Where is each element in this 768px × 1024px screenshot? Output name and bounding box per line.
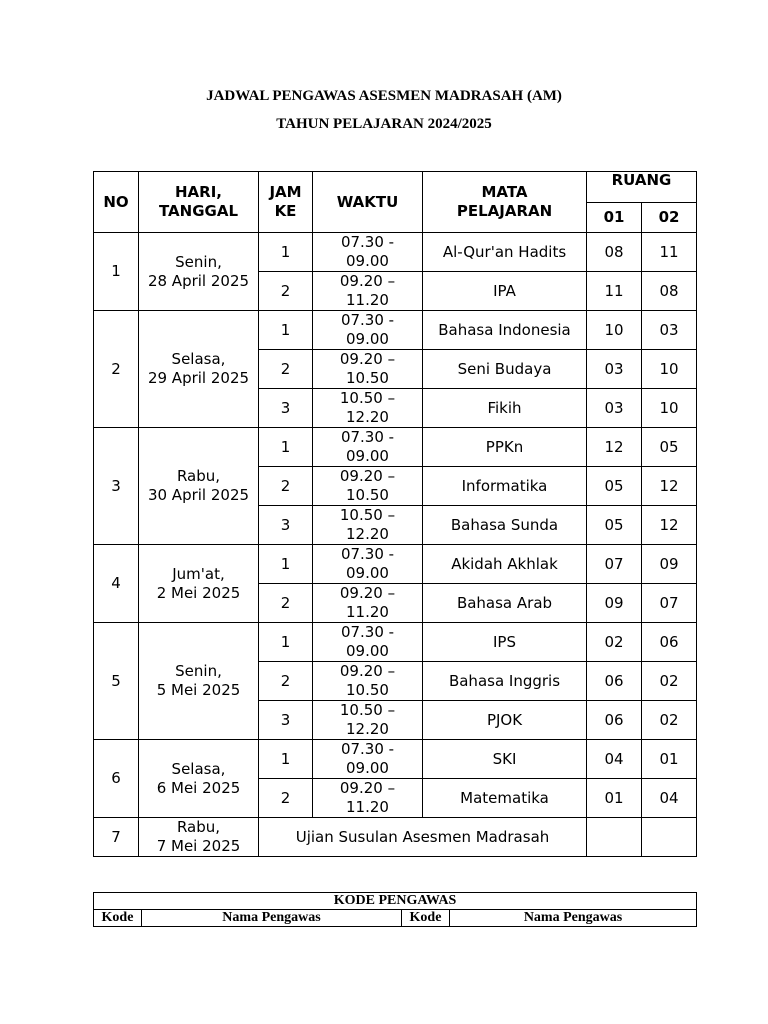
mata-pelajaran-cell: Al-Qur'an Hadits xyxy=(423,233,587,272)
ruang-02-cell: 05 xyxy=(642,428,697,467)
ruang-02-cell: 01 xyxy=(642,740,697,779)
waktu-cell: 07.30 - 09.00 xyxy=(313,311,423,350)
jam-ke-cell: 2 xyxy=(259,662,313,701)
waktu-cell: 09.20 – 11.20 xyxy=(313,272,423,311)
mata-pelajaran-cell: Bahasa Inggris xyxy=(423,662,587,701)
ruang-02-cell xyxy=(642,818,697,857)
jam-ke-cell: 1 xyxy=(259,233,313,272)
jam-ke-cell: 1 xyxy=(259,428,313,467)
mata-pelajaran-cell: Bahasa Sunda xyxy=(423,506,587,545)
jam-ke-cell: 1 xyxy=(259,740,313,779)
header-ruang: RUANG xyxy=(587,172,697,203)
mata-pelajaran-cell: Matematika xyxy=(423,779,587,818)
day-no-cell: 7 xyxy=(94,818,139,857)
waktu-cell: 10.50 – 12.20 xyxy=(313,506,423,545)
jam-ke-cell: 3 xyxy=(259,389,313,428)
jam-ke-cell: 2 xyxy=(259,584,313,623)
mata-pelajaran-cell: Bahasa Indonesia xyxy=(423,311,587,350)
ruang-01-cell: 06 xyxy=(587,662,642,701)
day-no-cell: 1 xyxy=(94,233,139,311)
ruang-01-cell: 09 xyxy=(587,584,642,623)
ruang-01-cell: 03 xyxy=(587,350,642,389)
waktu-cell: 09.20 – 10.50 xyxy=(313,662,423,701)
jam-ke-cell: 2 xyxy=(259,779,313,818)
ruang-01-cell: 07 xyxy=(587,545,642,584)
mata-pelajaran-cell: Informatika xyxy=(423,467,587,506)
ruang-02-cell: 06 xyxy=(642,623,697,662)
kode-pengawas-title: KODE PENGAWAS xyxy=(94,893,697,910)
table-row xyxy=(94,233,697,272)
ruang-01-cell: 02 xyxy=(587,623,642,662)
header-waktu: WAKTU xyxy=(313,172,423,233)
ruang-02-cell: 10 xyxy=(642,350,697,389)
ruang-02-cell: 10 xyxy=(642,389,697,428)
waktu-cell: 07.30 - 09.00 xyxy=(313,428,423,467)
jam-ke-cell: 3 xyxy=(259,701,313,740)
document-title: JADWAL PENGAWAS ASESMEN MADRASAH (AM) xyxy=(206,88,562,104)
kode-header: Kode xyxy=(94,910,142,927)
mata-pelajaran-cell: Seni Budaya xyxy=(423,350,587,389)
jam-ke-cell: 2 xyxy=(259,467,313,506)
header-mata-pelajaran: MATA PELAJARAN xyxy=(423,172,587,233)
header-ruang-01: 01 xyxy=(587,203,642,233)
table-row-susulan xyxy=(94,818,697,857)
ruang-01-cell: 06 xyxy=(587,701,642,740)
mata-pelajaran-cell: Akidah Akhlak xyxy=(423,545,587,584)
table-row xyxy=(94,428,697,467)
mata-pelajaran-cell: Bahasa Arab xyxy=(423,584,587,623)
ruang-01-cell: 10 xyxy=(587,311,642,350)
day-date-cell: Selasa, 29 April 2025 xyxy=(139,311,259,428)
day-no-cell: 5 xyxy=(94,623,139,740)
ruang-01-cell: 03 xyxy=(587,389,642,428)
waktu-cell: 10.50 – 12.20 xyxy=(313,701,423,740)
ruang-01-cell: 05 xyxy=(587,467,642,506)
day-no-cell: 2 xyxy=(94,311,139,428)
schedule-table xyxy=(93,171,697,857)
ruang-02-cell: 02 xyxy=(642,701,697,740)
day-date-cell: Senin, 28 April 2025 xyxy=(139,233,259,311)
mata-pelajaran-cell: SKI xyxy=(423,740,587,779)
table-row xyxy=(94,545,697,584)
nama-pengawas-header: Nama Pengawas xyxy=(142,910,402,927)
ruang-02-cell: 03 xyxy=(642,311,697,350)
mata-pelajaran-cell: PPKn xyxy=(423,428,587,467)
nama-pengawas-header: Nama Pengawas xyxy=(450,910,697,927)
day-date-cell: Selasa, 6 Mei 2025 xyxy=(139,740,259,818)
ruang-01-cell: 01 xyxy=(587,779,642,818)
ruang-01-cell: 11 xyxy=(587,272,642,311)
ruang-01-cell: 08 xyxy=(587,233,642,272)
waktu-cell: 09.20 – 10.50 xyxy=(313,350,423,389)
header-jam-ke: JAM KE xyxy=(259,172,313,233)
table-row xyxy=(94,623,697,662)
ruang-02-cell: 12 xyxy=(642,467,697,506)
ruang-02-cell: 04 xyxy=(642,779,697,818)
day-no-cell: 4 xyxy=(94,545,139,623)
schedule-body xyxy=(94,233,697,857)
ruang-02-cell: 09 xyxy=(642,545,697,584)
waktu-cell: 07.30 - 09.00 xyxy=(313,740,423,779)
jam-ke-cell: 1 xyxy=(259,545,313,584)
mata-pelajaran-cell: PJOK xyxy=(423,701,587,740)
waktu-cell: 07.30 - 09.00 xyxy=(313,545,423,584)
day-date-cell: Senin, 5 Mei 2025 xyxy=(139,623,259,740)
ruang-01-cell xyxy=(587,818,642,857)
waktu-cell: 07.30 - 09.00 xyxy=(313,233,423,272)
day-date-cell: Rabu, 7 Mei 2025 xyxy=(139,818,259,857)
susulan-note-cell: Ujian Susulan Asesmen Madrasah xyxy=(259,818,587,857)
waktu-cell: 10.50 – 12.20 xyxy=(313,389,423,428)
mata-pelajaran-cell: Fikih xyxy=(423,389,587,428)
ruang-02-cell: 02 xyxy=(642,662,697,701)
header-no: NO xyxy=(94,172,139,233)
jam-ke-cell: 1 xyxy=(259,311,313,350)
header-ruang-02: 02 xyxy=(642,203,697,233)
ruang-01-cell: 04 xyxy=(587,740,642,779)
jam-ke-cell: 1 xyxy=(259,623,313,662)
table-row xyxy=(94,740,697,779)
document-subtitle: TAHUN PELAJARAN 2024/2025 xyxy=(276,116,492,132)
table-row xyxy=(94,311,697,350)
ruang-02-cell: 11 xyxy=(642,233,697,272)
ruang-01-cell: 05 xyxy=(587,506,642,545)
jam-ke-cell: 2 xyxy=(259,350,313,389)
waktu-cell: 09.20 – 10.50 xyxy=(313,467,423,506)
jam-ke-cell: 3 xyxy=(259,506,313,545)
waktu-cell: 09.20 – 11.20 xyxy=(313,584,423,623)
day-date-cell: Rabu, 30 April 2025 xyxy=(139,428,259,545)
ruang-02-cell: 07 xyxy=(642,584,697,623)
ruang-02-cell: 08 xyxy=(642,272,697,311)
waktu-cell: 09.20 – 11.20 xyxy=(313,779,423,818)
kode-header: Kode xyxy=(402,910,450,927)
day-no-cell: 6 xyxy=(94,740,139,818)
mata-pelajaran-cell: IPA xyxy=(423,272,587,311)
ruang-01-cell: 12 xyxy=(587,428,642,467)
jam-ke-cell: 2 xyxy=(259,272,313,311)
day-no-cell: 3 xyxy=(94,428,139,545)
mata-pelajaran-cell: IPS xyxy=(423,623,587,662)
waktu-cell: 07.30 - 09.00 xyxy=(313,623,423,662)
day-date-cell: Jum'at, 2 Mei 2025 xyxy=(139,545,259,623)
header-hari-tanggal: HARI, TANGGAL xyxy=(139,172,259,233)
ruang-02-cell: 12 xyxy=(642,506,697,545)
kode-pengawas-table xyxy=(93,892,697,927)
